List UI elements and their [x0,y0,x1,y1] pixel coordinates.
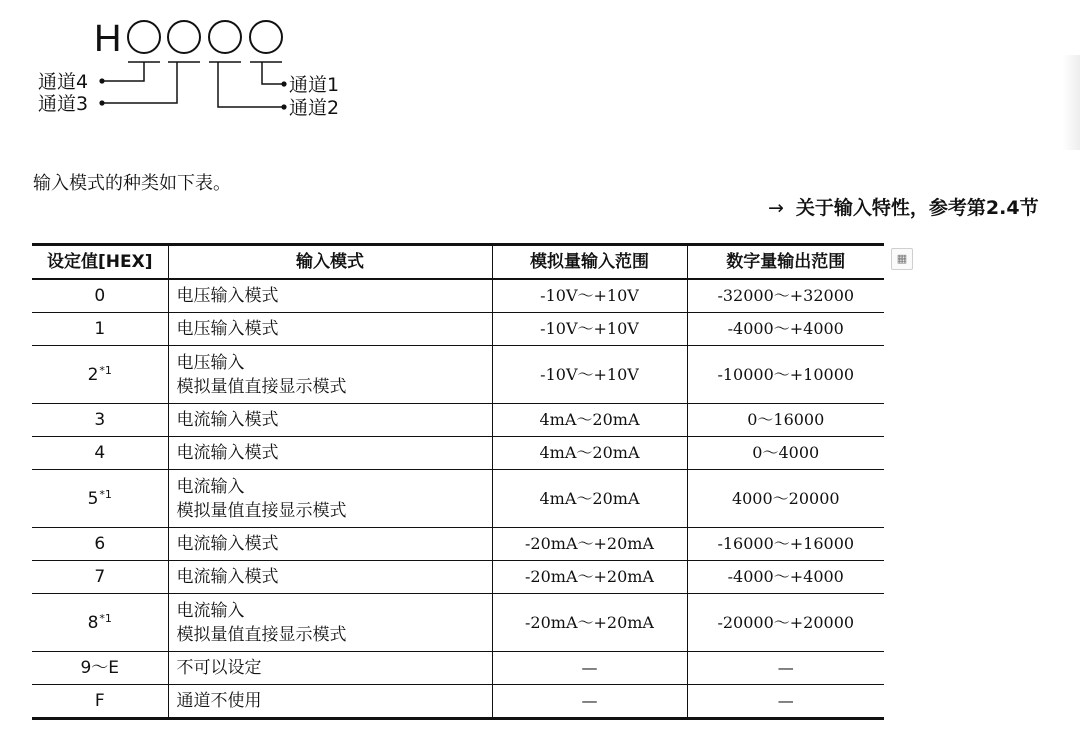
input-mode-line: 电压输入模式 [176,319,279,339]
input-mode-line: 模拟量值直接显示模式 [176,624,347,645]
cell-analog-range: 4mA～20mA [492,437,687,470]
cell-input-mode [168,313,492,346]
label-channel-1: 通道1 [289,74,340,96]
input-mode-line: 电流输入模式 [176,410,279,430]
header-input-mode: 输入模式 [168,245,492,280]
set-value-text: 3 [94,410,106,430]
table-row [32,346,884,404]
table-row [32,404,884,437]
label-channel-3: 通道3 [38,93,89,115]
input-mode-line: 模拟量值直接显示模式 [176,500,347,521]
table-header-row [32,245,884,280]
cell-input-mode [168,594,492,652]
cell-set-value [32,652,168,685]
cell-digital-range: -20000～+20000 [687,594,884,652]
cell-digital-range: — [687,685,884,719]
cell-analog-range: 4mA～20mA [492,470,687,528]
cell-digital-range: -16000～+16000 [687,528,884,561]
input-mode-line: 电流输入模式 [176,567,279,587]
cell-set-value [32,346,168,404]
cell-set-value [32,437,168,470]
label-channel-4: 通道4 [38,71,89,93]
table-row [32,685,884,719]
right-arrow-icon: → [768,197,784,219]
set-value-text: 1 [94,319,106,339]
cell-set-value [32,313,168,346]
table-row [32,437,884,470]
footnote-marker: *1 [99,363,112,377]
reference-note [768,193,1039,220]
cell-analog-range: 4mA～20mA [492,404,687,437]
channel-diagram [0,0,380,130]
set-value-text: 8 [87,612,99,633]
input-mode-line: 模拟量值直接显示模式 [176,376,347,397]
input-mode-line: 电压输入模式 [176,286,279,306]
table-row [32,594,884,652]
cell-analog-range: -20mA～+20mA [492,594,687,652]
input-mode-line: 电压输入 [176,352,245,373]
set-value-text: 7 [94,567,106,587]
diagram-prefix: H [94,18,122,60]
cell-analog-range: -10V～+10V [492,346,687,404]
cell-set-value [32,685,168,719]
cell-input-mode [168,685,492,719]
table-row [32,528,884,561]
cell-digital-range: -4000～+4000 [687,313,884,346]
cell-set-value [32,279,168,313]
cell-digital-range: -10000～+10000 [687,346,884,404]
header-digital-range: 数字量输出范围 [687,245,884,280]
cell-input-mode [168,346,492,404]
input-mode-line: 通道不使用 [176,691,262,711]
table-row [32,313,884,346]
cell-analog-range: -20mA～+20mA [492,528,687,561]
cell-analog-range: -10V～+10V [492,279,687,313]
set-value-text: 4 [94,443,106,463]
diagram-leader-lines [102,62,284,107]
input-mode-line: 不可以设定 [176,658,262,678]
collapse-table-icon[interactable]: ▦ [891,248,913,270]
cell-input-mode [168,561,492,594]
footnote-marker: *1 [99,611,112,625]
cell-digital-range: -4000～+4000 [687,561,884,594]
digit-circle-ch2 [209,21,241,53]
table-body [32,279,884,719]
cell-input-mode [168,528,492,561]
cell-input-mode [168,437,492,470]
cell-input-mode [168,279,492,313]
cell-digital-range: -32000～+32000 [687,279,884,313]
cell-input-mode [168,652,492,685]
footnote-marker: *1 [99,487,112,501]
input-mode-line: 电流输入 [176,600,245,621]
cell-set-value [32,404,168,437]
cell-digital-range: 0～4000 [687,437,884,470]
digit-circle-ch1 [250,21,282,53]
cell-set-value [32,470,168,528]
cell-analog-range: -10V～+10V [492,313,687,346]
cell-set-value [32,561,168,594]
header-analog-range: 模拟量输入范围 [492,245,687,280]
cell-set-value [32,594,168,652]
page-edge-shadow [1062,55,1080,150]
table-row [32,279,884,313]
set-value-text: F [94,691,105,711]
cell-analog-range: — [492,652,687,685]
set-value-text: 5 [87,488,99,509]
table-row [32,652,884,685]
reference-text: 关于输入特性，参考第2.4节 [795,197,1039,219]
input-mode-line: 电流输入模式 [176,534,279,554]
header-set-value: 设定值[HEX] [32,245,168,280]
set-value-text: 0 [94,286,106,306]
cell-digital-range: — [687,652,884,685]
digit-circle-ch4 [128,21,160,53]
input-mode-line: 电流输入模式 [176,443,279,463]
cell-set-value [32,528,168,561]
set-value-text: 2 [87,364,99,385]
cell-digital-range: 0～16000 [687,404,884,437]
set-value-text: 6 [94,534,106,554]
digit-circle-ch3 [168,21,200,53]
cell-digital-range: 4000～20000 [687,470,884,528]
cell-analog-range: -20mA～+20mA [492,561,687,594]
label-channel-2: 通道2 [289,97,340,119]
cell-input-mode [168,404,492,437]
cell-analog-range: — [492,685,687,719]
table-row [32,561,884,594]
intro-text: 输入模式的种类如下表。 [33,173,231,194]
set-value-text: 9～E [80,658,120,678]
input-mode-table [32,243,884,720]
input-mode-line: 电流输入 [176,476,245,497]
table-row [32,470,884,528]
cell-input-mode [168,470,492,528]
